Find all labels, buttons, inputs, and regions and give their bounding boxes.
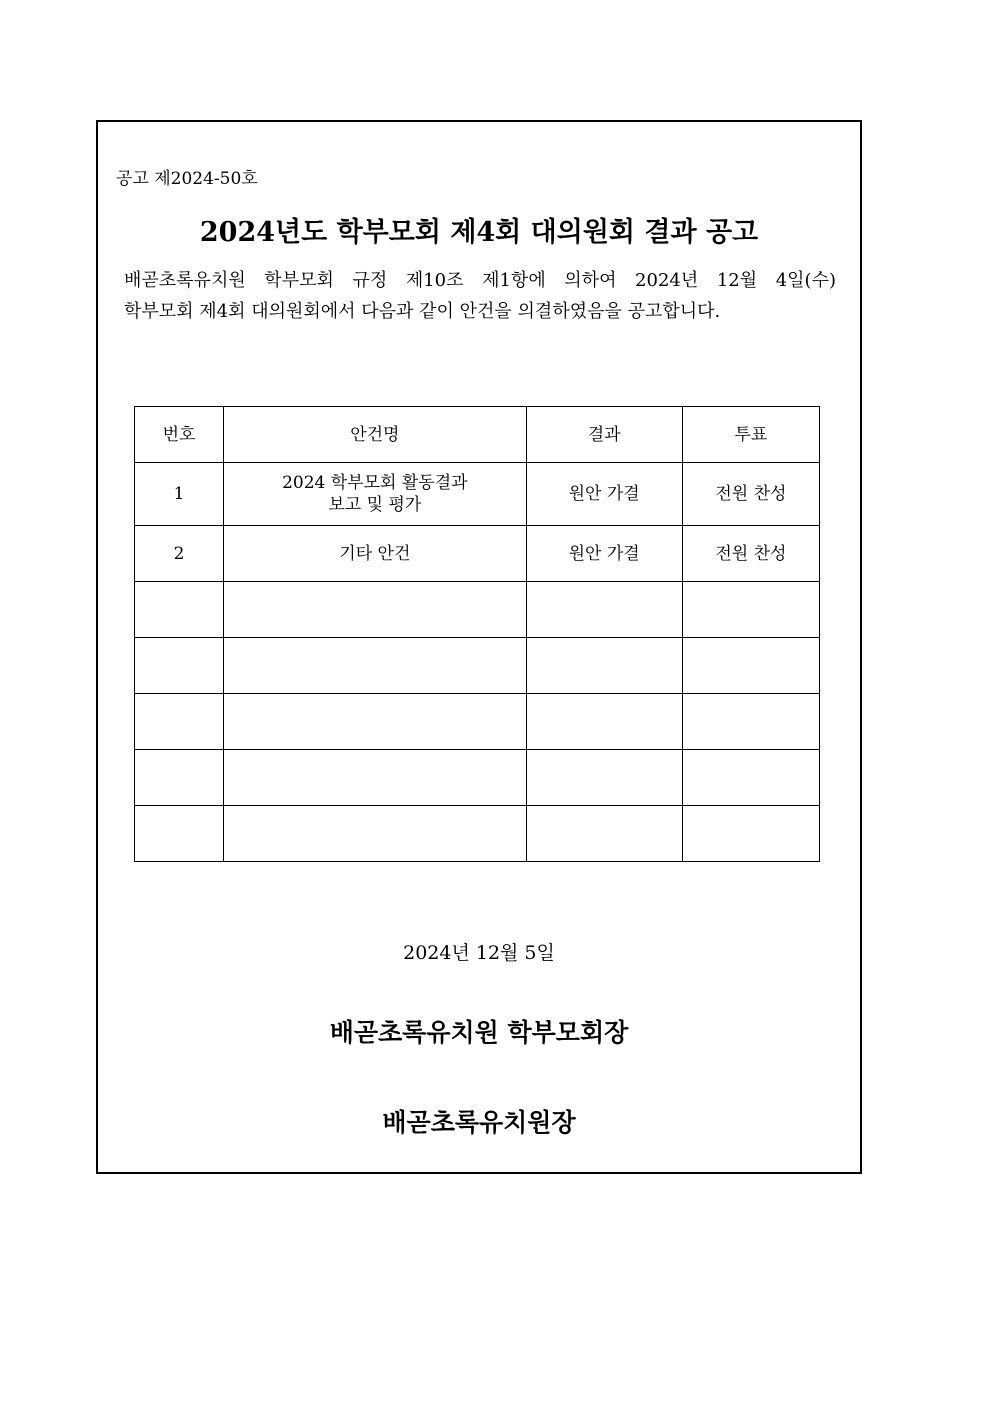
header-agenda-name: 안건명: [224, 407, 526, 463]
table-row: [135, 582, 820, 638]
table-row: [135, 694, 820, 750]
row-vote: [682, 694, 819, 750]
row-number: [135, 638, 224, 694]
intro-line-2: 학부모회 제4회 대의원회에서 다음과 같이 안건을 의결하였음을 공고합니다.: [124, 301, 721, 322]
table-row: [135, 806, 820, 862]
row-agenda-name-line: 보고 및 평가: [328, 495, 422, 515]
header-number: 번호: [135, 407, 224, 463]
row-result: [526, 750, 682, 806]
table-row: [135, 463, 820, 526]
row-number: [135, 750, 224, 806]
signatory-parent-association-president: 배곧초록유치원 학부모회장: [329, 1018, 629, 1047]
row-agenda-name: [224, 694, 526, 750]
row-agenda-name: [224, 638, 526, 694]
row-number: 1: [135, 463, 224, 526]
row-vote: [682, 750, 819, 806]
agenda-table: [134, 406, 820, 862]
notice-number: 공고 제2024-50호: [116, 169, 258, 189]
header-result: 결과: [526, 407, 682, 463]
row-result: [526, 694, 682, 750]
row-vote: [682, 638, 819, 694]
row-agenda-name: 기타 안건: [224, 526, 526, 582]
row-vote: 전원 찬성: [682, 463, 819, 526]
row-result: [526, 582, 682, 638]
row-number: 2: [135, 526, 224, 582]
row-number: [135, 806, 224, 862]
row-number: [135, 694, 224, 750]
row-agenda-name-line: 2024 학부모회 활동결과: [282, 473, 468, 493]
row-vote: [682, 582, 819, 638]
row-agenda-name: [224, 582, 526, 638]
row-result: [526, 806, 682, 862]
row-agenda-name: [224, 463, 526, 526]
row-result: [526, 638, 682, 694]
table-row: [135, 526, 820, 582]
table-row: [135, 638, 820, 694]
row-vote: 전원 찬성: [682, 526, 819, 582]
table-row: [135, 750, 820, 806]
row-agenda-name: [224, 806, 526, 862]
table-header-row: [135, 407, 820, 463]
intro-line-1: 배곧초록유치원 학부모회 규정 제10조 제1항에 의하여 2024년 12월 4일(수): [124, 270, 836, 291]
row-agenda-name: [224, 750, 526, 806]
row-number: [135, 582, 224, 638]
page-title: 2024년도 학부모회 제4회 대의원회 결과 공고: [199, 217, 759, 248]
row-vote: [682, 806, 819, 862]
notice-date: 2024년 12월 5일: [403, 942, 555, 964]
row-result: 원안 가결: [526, 526, 682, 582]
signatory-kindergarten-director: 배곧초록유치원장: [382, 1108, 576, 1137]
row-result: 원안 가결: [526, 463, 682, 526]
header-vote: 투표: [682, 407, 819, 463]
